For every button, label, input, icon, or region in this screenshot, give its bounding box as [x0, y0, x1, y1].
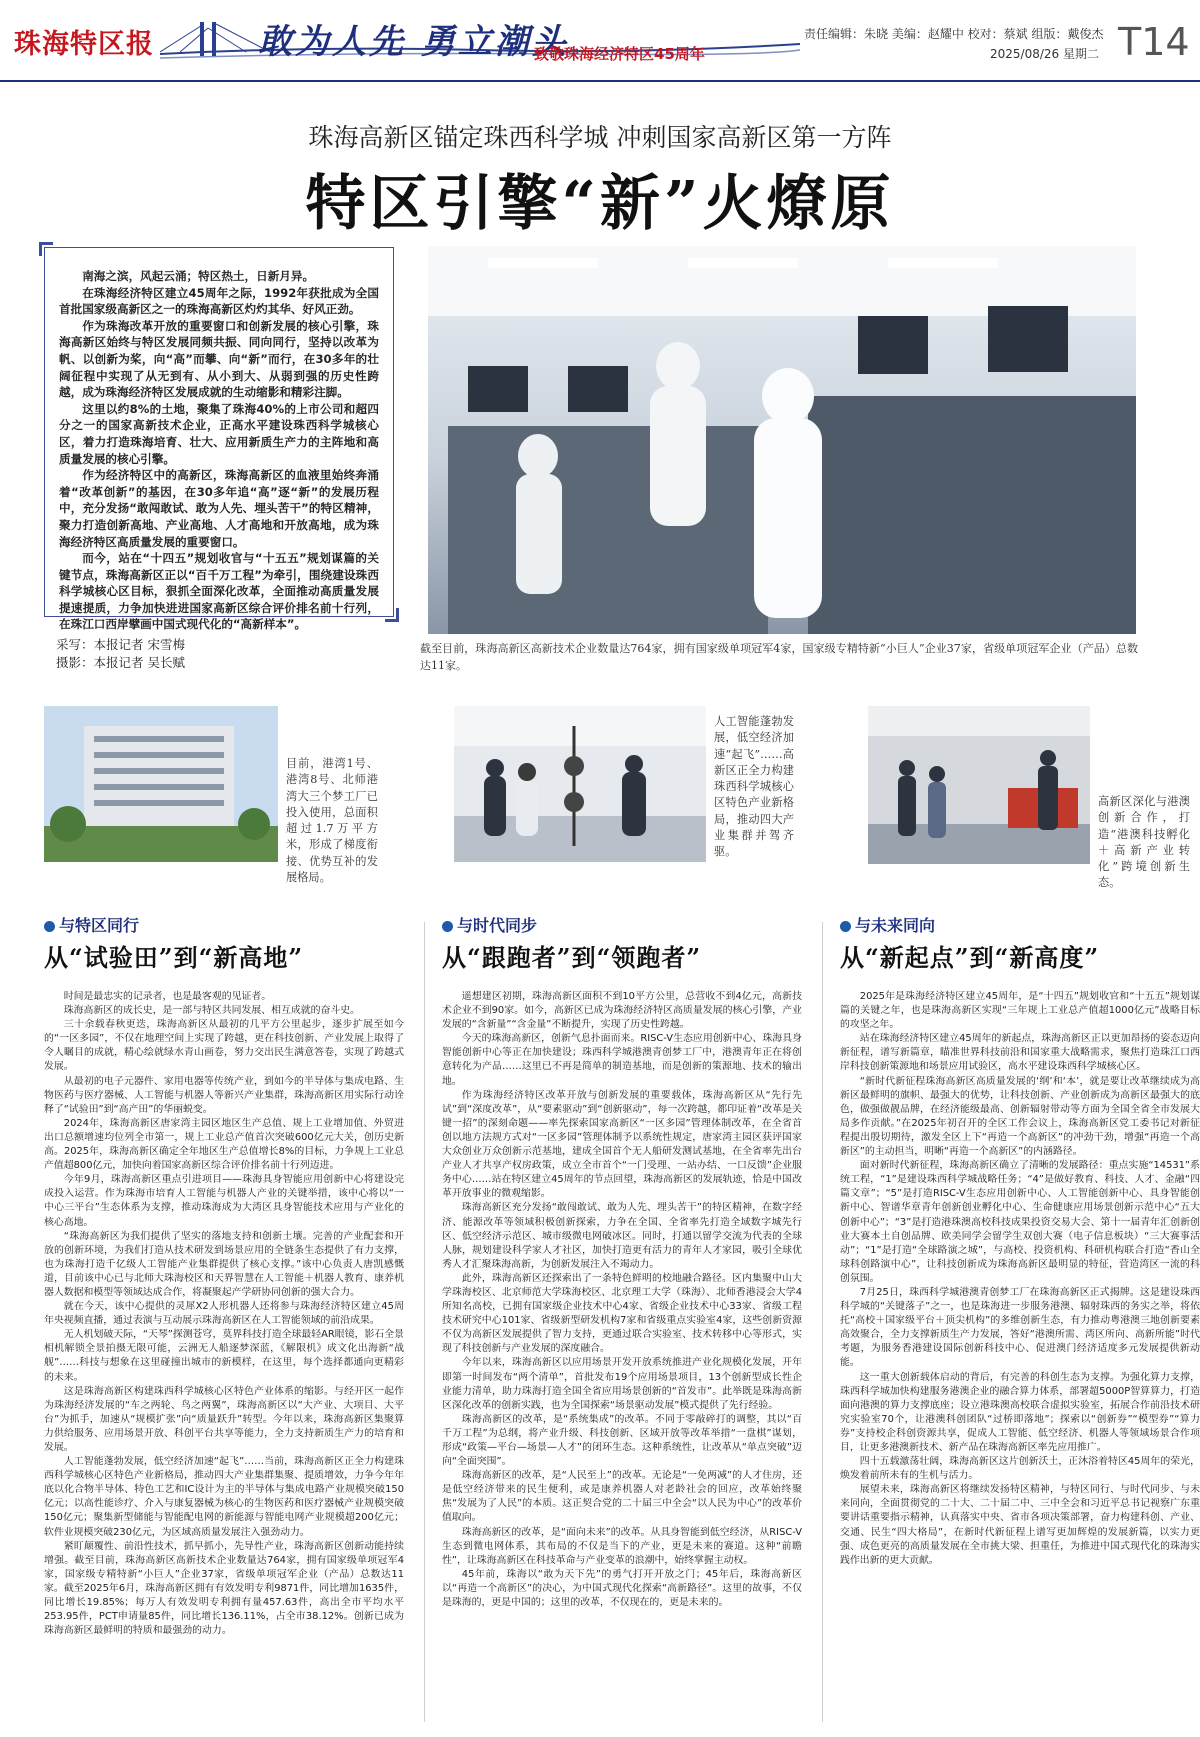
main-photo-cleanroom [428, 246, 1136, 634]
paragraph: 面对新时代新征程，珠海高新区确立了清晰的发展路径：重点实施“14531”系统工程，“1”是建设珠西科学城战略任务；“4”是做好教育、科技、人才、金融“四篇文章”；“5”是打造RISC-V生态应用创新中心、人工智能创新中心、具身智能创新中心、智谱华章青年创新创业孵化中心、生命健康应用场景创新示范中心“五大创新中心”；“3”是打造港珠澳高校科技成果投资交易大会、第十一届青年汇创新创业大赛本土自创品牌、欧美同学会留学生双创大赛（电子信息板块）“三大赛事活动”；“1”是打造“全球路演之城”，与高校、投资机构、科研机构联合打造“香山全球科创路演中心”，让科技创新成为珠海高新区最明显的特征，营造湾区一流的科创氛围。 [840, 1160, 1200, 1284]
banner-slogan: 敢为人先 勇立潮头 [258, 22, 569, 62]
column-with-era [442, 916, 802, 1610]
paragraph: 珠海高新区充分发扬“敢闯敢试、敢为人先、埋头苦干”的特区精神，在数字经济、能源改革等领域积极创新探索，力争在全国、全省率先打造全域数字城先行区、低空经济示范区、城市级微电网破冰区。同时，打通以留学交流为代表的全球人脉，规划建设科学家人才社区，加快打造更有活力的青年人才家园，吸引全球优秀人才汇聚珠海高新，为创新发展注入不竭动力。 [442, 1202, 802, 1270]
paragraph: 45年前，珠海以“敢为天下先”的勇气打开开放之门；45年后，珠海高新区以“再造一个高新区”的决心，为中国式现代化探索“高新路径”。这里的故事，不仅是珠海的，更是中国的；这里的改革，不仅现在的，更是未来的。 [442, 1568, 802, 1609]
editor-credits: 责任编辑：朱晓 美编：赵耀中 校对：蔡斌 组版：戴俊杰 [804, 27, 1104, 41]
column-title: 从“跟跑者”到“领跑者” [442, 943, 702, 972]
drone-demo-illustration [454, 706, 706, 862]
column-body [44, 990, 404, 1638]
corner-ornament [385, 608, 399, 622]
paragraph: 紧盯颠覆性、前沿性技术，抓早抓小，先导性产业，珠海高新区创新动能持续增强。截至目前，珠海高新区高新技术企业数量达764家，拥有国家级单项冠军4家，国家级专精特新“小巨人”企业37家，省级单项冠军企业（产品）总数达11家。截至2025年6月，珠海高新区拥有有效发明专利9871件，同比增加1635件，同比增长19.85%；每万人有效发明专利拥有量457.63件，高出全市平均水平253.95件，PCT申请量85件，同比增长136.11%，占全市38.12%。创新已成为珠海高新区最鲜明的特质和最强劲的动力。 [44, 1540, 404, 1637]
column-tag: 与时代同步 [442, 916, 802, 936]
paragraph: 遥想建区初期，珠海高新区面积不到10平方公里，总营收不到4亿元，高新技术企业不到90家。如今，高新区已成为珠海经济特区高质量发展的核心引擎，产业发展的“含新量”“含金量”不断提升，实现了历史性跨越。 [442, 991, 802, 1031]
article-subhead: 珠海高新区锚定珠西科学城 冲刺国家高新区第一方阵 [308, 123, 892, 152]
newspaper-logo: 珠海特区报 [14, 29, 154, 60]
paragraph: 三十余载春秋更迭，珠海高新区从最初的几平方公里起步，逐步扩展至如今的“一区多园”，不仅在地理空间上实现了跨越，更在科技创新、产业发展上取得了令人瞩目的成就，精心绘就绿水青山画卷，努力交出民生满意答卷，实现了跨越式发展。 [44, 1019, 404, 1073]
paragraph: 今年9月，珠海高新区重点引进项目——珠海具身智能应用创新中心将建设完成投入运营。作为珠海市培育人工智能与机器人产业的关键举措，该中心将以“一中心三平台”生态体系为支撑，推动珠海成为大湾区具身智能技术应用与产业化的核心高地。 [44, 1174, 404, 1228]
paragraph: 此外，珠海高新区还探索出了一条特色鲜明的校地融合路径。区内集聚中山大学珠海校区、北京师范大学珠海校区、北京理工大学（珠海）、北师香港浸会大学4所知名高校，已拥有国家级企业技术中心4家、省级企业技术中心33家、省级工程技术研究中心101家、省级新型研发机构7家和省级重点实验室4家，这些创新资源不仅为高新区发展提供了智力支持，更通过联合实验室、技术转移中心等形式，实现了科技创新与产业发展的深度融合。 [442, 1272, 802, 1355]
bullet-icon [442, 921, 453, 932]
column-body [840, 990, 1200, 1568]
column-tag: 与特区同行 [44, 916, 404, 936]
paragraph: 珠海高新区的改革，是“系统集成”的改革。不同于零敲碎打的调整，其以“百千万工程”为总纲，将产业升级、科技创新、区域开放等改革举措“一盘棋”谋划，形成“政策—平台—场景—人才”的闭环生态。这种系统性，让改革从“单点突破”迈向“全面突围”。 [442, 1413, 802, 1468]
paragraph: 这一重大创新载体启动的背后，有完善的科创生态为支撑。为强化算力支撑，珠西科学城加快构建服务港澳企业的融合算力体系，部署超5000P智算算力，打造面向港澳的算力支撑底座；设立港珠澳高校联合虚拟实验室，拓展合作前沿技术研究实验室70个，让港澳科创团队“过桥即落地”；探索以“创新券”“模型券”“算力券”支持校企科创资源共享，促成人工智能、低空经济、机器人等领域场景合作项目，让更多港澳新技术、新产品在珠海高新区率先应用推广。 [840, 1371, 1200, 1453]
lead-paragraph: 作为珠海改革开放的重要窗口和创新发展的核心引擎，珠海高新区始终与特区发展同频共振、同向同行，坚持以改革为帆、以创新为桨，向“高”而攀、向“新”而行，在30多年的壮阔征程中实现了从无到有、从小到大、从弱到强的历史性跨越，成为珠海经济特区发展成就的生动缩影和精彩注脚。 [59, 318, 379, 400]
column-title: 从“试验田”到“新高地” [44, 943, 304, 972]
page-number: T14 [1118, 20, 1190, 64]
byline-photographer: 摄影：本报记者 吴长赋 [56, 655, 185, 670]
paragraph: 今年以来，珠海高新区以应用场景开发开放系统推进产业化规模化发展，开年即第一时间发布“两个清单”，首批发布19个应用场景项目，13个创新型成长性企业能力清单，助力珠海打造全国全省应用场景创新的“首发市”。此举既是珠海高新区深化改革的创新实践，也为全国探索“场景驱动发展”模式提供了先行经验。 [442, 1357, 802, 1411]
photo-caption-hk-macao: 高新区深化与港澳创新合作，打造“港澳科技孵化＋高新产业转化”跨境创新生态。 [1098, 795, 1190, 890]
column-body [442, 990, 802, 1610]
bullet-icon [840, 921, 851, 932]
column-title: 从“新起点”到“新高度” [840, 943, 1100, 972]
column-divider [822, 922, 823, 1722]
photo-dream-factory-building [44, 706, 278, 862]
paragraph: 2025年是珠海经济特区建立45周年，是“十四五”规划收官和“十五五”规划谋篇的关键之年，也是珠海高新区实现“三年规上工业总产值超1000亿元”战略目标的攻坚之年。 [840, 991, 1200, 1031]
paragraph: 四十五载激荡壮阔，珠海高新区这片创新沃土，正沐浴着特区45周年的荣光，焕发着前所未有的生机与活力。 [840, 1456, 1200, 1482]
paragraph: 珠海高新区的改革，是“人民至上”的改革。无论是“一免两减”的人才住房，还是低空经济带来的民生便利，或是康养机器人对老龄社会的回应，改革始终聚焦“发展为了人民”的本质。这正契合党的二十届三中全会“以人民为中心”的改革价值取向。 [442, 1470, 802, 1524]
paragraph: 展望未来，珠海高新区将继续发扬特区精神，与特区同行、与时代同步、与未来同向，全面贯彻党的二十大、二十届二中、三中全会和习近平总书记视察广东重要讲话重要指示精神，认真落实中央、省市各项决策部署，奋力构建科创、产业、交通、民生“四大格局”，在新时代新征程上谱写更加辉煌的发展新篇，以实力更强、成色更亮的高质量发展在全市挑大梁、担重任，为推进中国式现代化的珠海实践作出新的更大贡献。 [840, 1484, 1200, 1566]
photo-caption-dream-factory: 目前，港湾1号、港湾8号、北师港湾大三个梦工厂已投入使用，总面积超过1.7万平方米，形成了梯度衔接、优势互补的发展格局。 [286, 757, 378, 885]
photo-caption-ai-drone: 人工智能蓬勃发展，低空经济加速“起飞”……高新区正全力构建珠西科学城核心区特色产业新格局，推动四大产业集群并驾齐驱。 [714, 715, 794, 859]
lead-text [59, 268, 379, 633]
paragraph: 今天的珠海高新区，创新气息扑面而来。RISC-V生态应用创新中心、珠海具身智能创新中心等正在加快建设；珠西科学城港澳青创梦工厂中，港澳青年正在将创意转化为产品……这里已不再是简单的制造基地，而是创新的策源地、技术的输出地。 [442, 1033, 802, 1087]
photo-hk-macao-innovation [868, 706, 1090, 864]
banner-sub-slogan: 致敬珠海经济特区45周年 [534, 45, 705, 63]
corner-ornament [39, 242, 53, 256]
lead-paragraph: 在珠海经济特区建立45周年之际，1992年获批成为全国首批国家级高新区之一的珠海高新区灼灼其华、好风正劲。 [59, 285, 379, 317]
paragraph: 时间是最忠实的记录者，也是最客观的见证者。 [63, 991, 272, 1002]
lead-paragraph: 这里以约8%的土地，聚集了珠海40%的上市公司和超四分之一的国家高新技术企业，正高水平建设珠西科学城核心区，着力打造珠海培育、壮大、应用新质生产力的主阵地和高质量发展的核心引擎。 [59, 401, 379, 466]
paragraph: 站在珠海经济特区建立45周年的新起点，珠海高新区正以更加昂扬的姿态迈向新征程，谱写新篇章，瞄准世界科技前沿和国家重大战略需求，聚焦打造珠江口西岸科技创新策源地和场景应用试验区，高水平建设珠西科学城核心区。 [840, 1033, 1200, 1073]
lead-paragraph: 南海之滨，风起云涌；特区热土，日新月异。 [82, 269, 315, 283]
lead-box [44, 247, 394, 632]
masthead-rule [0, 80, 1200, 82]
paragraph: “新时代新征程珠海高新区高质量发展的‘纲’和‘本’，就是要让改革继续成为高新区最鲜明的旗帜、最强大的优势，让科技创新、产业创新成为高新区最强大的底色，做强做靓品牌，在经济能级最高、创新辐射带动等方面为全国全省全市发展大局多作贡献。”在2025年初召开的全区工作会议上，珠海高新区党工委书记对新征程提出殷切期待，激发全区上下“再造一个高新区”的冲劲干劲，增强“再造一个高新区”的主动担当，明晰“再造一个高新区”的内涵路径。 [840, 1075, 1200, 1158]
lead-paragraph: 而今，站在“十四五”规划收官与“十五五”规划谋篇的关键节点，珠海高新区正以“百千万工程”为牵引，围绕建设珠西科学城核心区目标，狠抓全面深化改革，全面推动高质量发展提速提质，力争加快进进国家高新区综合评价排名前十行列，在珠江口西岸擘画中国式现代化的“高新样本”。 [59, 551, 379, 632]
issue-date: 2025/08/26 星期二 [990, 47, 1099, 61]
paragraph: “珠海高新区为我们提供了坚实的落地支持和创新土壤。完善的产业配套和开放的创新环境，为我们打造从技术研发到场景应用的全链条生态提供了有力支撑，也为珠海打造千亿级人工智能产业集群提供了核心支撑。”该中心负责人唐凯感慨道，目前该中心已与北师大珠海校区和天界智慧在人工智能＋机器人教育、康养机器人数据和模型等领域达成合作，将凝聚起产学研协同创新的强大合力。 [44, 1230, 404, 1298]
byline [56, 636, 185, 672]
lead-paragraph: 作为经济特区中的高新区，珠海高新区的血液里始终奔涌着“改革创新”的基因，在30多年追“高”逐“新”的发展历程中，充分发扬“敢闯敢试、敢为人先、埋头苦干”的特区精神，聚力打造创新高地、产业高地、人才高地和开放高地，成为珠海经济特区高质量发展的重要窗口。 [59, 468, 379, 549]
paragraph: 作为珠海经济特区改革开放与创新发展的重要载体，珠海高新区从“先行先试”到“深度改革”，从“要素驱动”到“创新驱动”，每一次跨越，都印证着“改革是关键一招”的深刻命题——率先探索国家高新区“一区多园”管理体制改革，在全省首创以地方法规方式对“一区多园”管理体制予以系统性规定，唐家湾主园区获评国家大众创业万众创新示范基地，建成全国首个无人船研发测试基地，在全省率先出台产业人才共享产权房政策，成立全市首个“一门受理、一站办结、一口反馈”企业服务中心……站在特区建立45周年的节点回望，珠海高新区的发展轨迹，恰是中国改革开放事业的微观缩影。 [442, 1089, 802, 1200]
masthead [0, 0, 1200, 82]
paragraph: 就在今天，该中心提供的灵犀X2人形机器人还将参与珠海经济特区建立45周年央视频直播，通过表演与互动展示珠海高新区在人工智能领域的前沿成果。 [44, 1301, 404, 1327]
cleanroom-illustration [428, 246, 1136, 634]
column-tag: 与未来同向 [840, 916, 1200, 936]
main-photo-caption: 截至目前，珠海高新区高新技术企业数量达764家，拥有国家级单项冠军4家，国家级专精特新“小巨人”企业37家，省级单项冠军企业（产品）总数达11家。 [420, 642, 1138, 672]
innovation-expo-illustration [868, 706, 1090, 864]
paragraph: 无人机划破天际，“天琴”探测苍穹，莫界科技打造全球最轻AR眼镜，影石全景相机解锁全景拍摄无限可能，云洲无人船逐梦深蓝，《解限机》成文化出海新“战舰”……科技与想象在这里碰撞出城市的新模样，在这里，每个选择都通向更精彩的未来。 [44, 1329, 404, 1383]
paragraph: 珠海高新区的改革，是“面向未来”的改革。从具身智能到低空经济，从RISC-V生态到微电网体系，其布局的不仅是当下的产业，更是未来的赛道。这种“前瞻性”，让珠海高新区在科技革命与产业变革的浪潮中，始终掌握主动权。 [442, 1526, 802, 1566]
column-divider [424, 922, 425, 1722]
bullet-icon [44, 921, 55, 932]
paragraph: 这是珠海高新区构建珠西科学城核心区特色产业体系的缩影。与经开区一起作为珠海经济发展的“车之两轮、鸟之两翼”，珠海高新区以“大产业、大项目、大平台”为抓手，加速从“规模扩张”向“质量跃升”转型。今年以来，珠海高新区集聚算力供给服务、应用场景开放、科创平台共享等能力，全力支持新质生产力的培育和发展。 [44, 1385, 404, 1453]
column-with-future [840, 916, 1200, 1568]
paragraph: 7月25日，珠西科学城港澳青创梦工厂在珠海高新区正式揭牌。这是建设珠西科学城的“关键落子”之一，也是珠海进一步服务港澳、辐射珠西的务实之举，将依托“高校＋国家级平台＋顶尖机构”的多维创新生态，有力推动粤港澳三地创新要素高效聚合，全力支撑新质生产力发展，答好“港澳所需、湾区所向、高新所能”时代考题，为服务香港建设国际创新科技中心、促进澳门经济适度多元发展提供新动能。 [840, 1286, 1200, 1369]
photo-ai-drone-demo [454, 706, 706, 862]
column-with-sez [44, 916, 404, 1638]
article-headline: 特区引擎“新”火燎原 [305, 169, 895, 239]
building-illustration [44, 706, 278, 862]
paragraph: 2024年，珠海高新区唐家湾主园区地区生产总值、规上工业增加值、外贸进出口总额增速均位列全市第一，规上工业总产值首次突破600亿元大关，创历史新高。2025年，珠海高新区确定全年地区生产总值增长8%的目标，力争规上工业总产值超800亿元，加快向着国家高新区综合评价排名前十行列迈进。 [44, 1117, 404, 1172]
paragraph: 人工智能蓬勃发展，低空经济加速“起飞”……当前，珠海高新区正全力构建珠西科学城核心区特色产业新格局，推动四大产业集群集聚、提质增效，力争今年年底以化合物半导体、特色工艺和IC设计为主的半导体与集成电路产业规模突破150亿元；以高性能诊疗、介入与康复器械为核心的生物医药和医疗器械产业规模突破150亿元；聚集新型储能与智能配电网的新能源与智能电网产业规模超200亿元；软件业规模突破230亿元，为区域高质量发展注入强劲动力。 [44, 1456, 404, 1538]
paragraph: 珠海高新区的成长史，是一部与特区共同发展、相互成就的奋斗史。 [63, 1005, 361, 1017]
paragraph: 从最初的电子元器件、家用电器等传统产业，到如今的半导体与集成电路、生物医药与医疗器械、人工智能与机器人等新兴产业集群，珠海高新区用实际行动诠释了“试验田”到“高产田”的华丽蜕变。 [44, 1075, 404, 1115]
byline-writer: 采写：本报记者 宋雪梅 [56, 637, 185, 652]
